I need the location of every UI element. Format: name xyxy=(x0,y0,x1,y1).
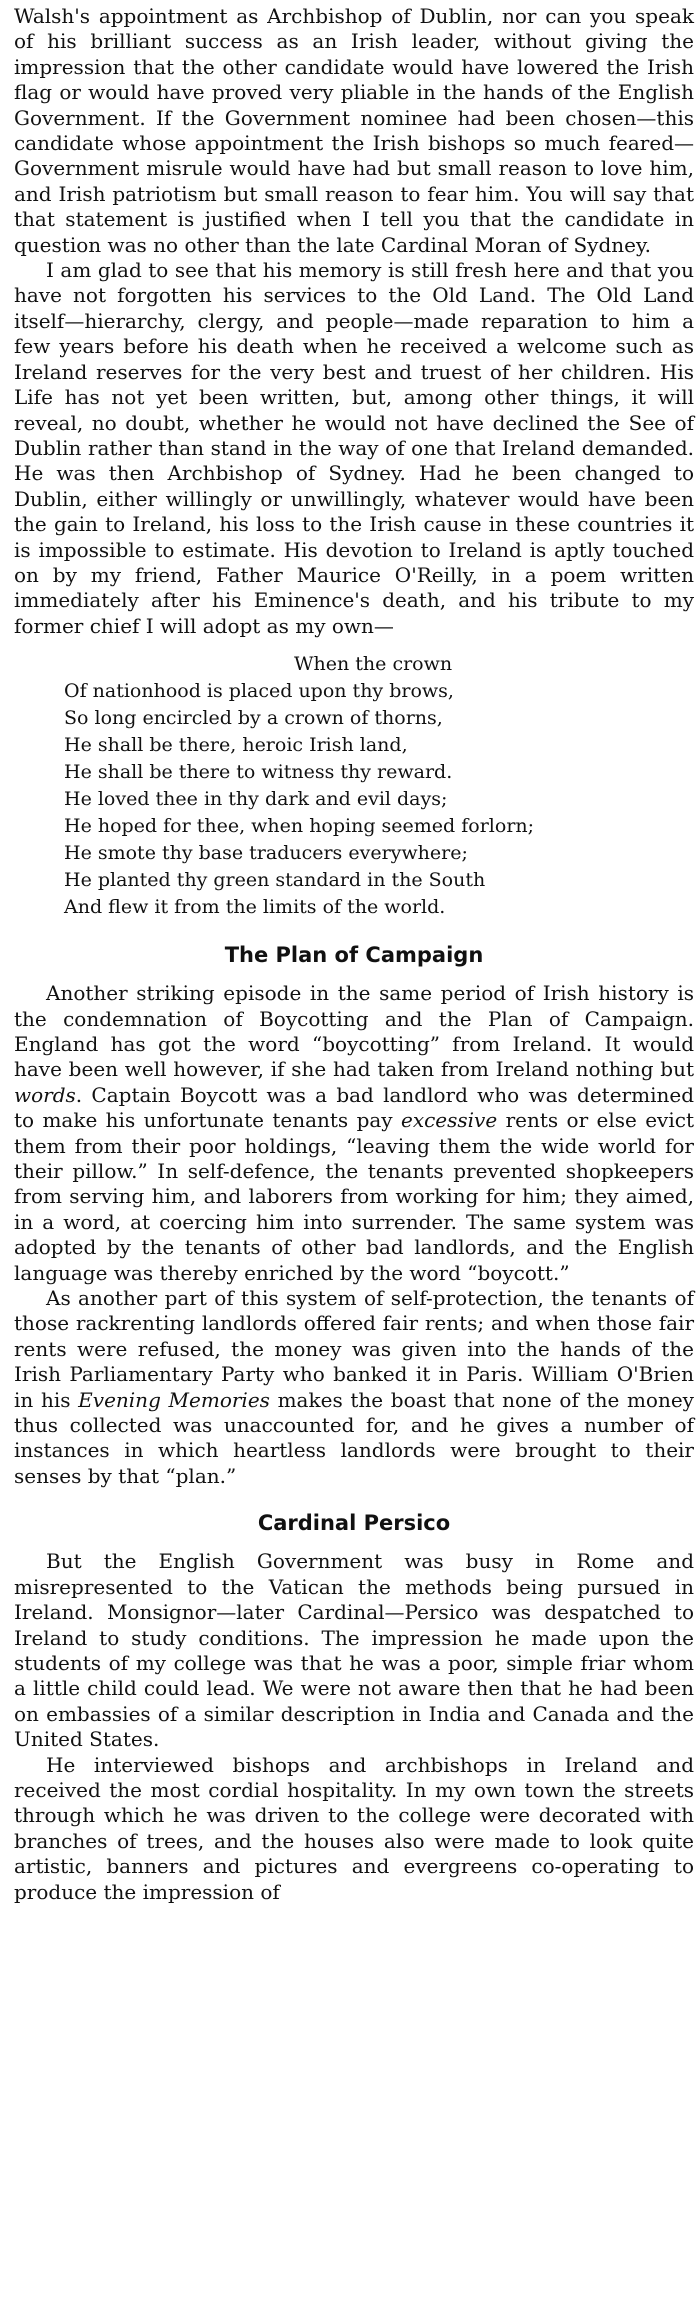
text-run: . Captain Boycott was a bad landlord who was determined to make his unfortunate tenants pay xyxy=(14,1082,694,1133)
poem-line: Of nationhood is placed upon thy brows, xyxy=(64,680,454,703)
text-run: Another striking episode in the same period of Irish history is the condemnation of Boycotting and the Plan of Campaign. England has got the word “boycotting” from Ireland. It would have been well however, if she had taken from Ireland nothing but xyxy=(14,981,694,1082)
campaign-paragraph-2 xyxy=(14,1286,694,1489)
poem-block xyxy=(64,651,694,921)
text-run: rents or else evict them from their poor holdings, “leaving them the wide world for their pillow.” In self-defence, the tenants prevented shopkeepers from serving him, and laborers from working for him; they aimed, in a word, at coercing him into surrender. The same system was adopted by the tenants of other bad landlords, and the English language was thereby enriched by the word “boycott.” xyxy=(14,1108,694,1285)
section-heading-plan-of-campaign: The Plan of Campaign xyxy=(224,943,484,968)
persico-paragraph-1: But the English Government was busy in Rome and misrepresented to the Vatican the methods being pursued in Ireland. Monsignor—later Cardinal—Persico was despatched to Ireland to study conditions. The impression he made upon the students of my college was that he was a poor, simple friar whom a little child could lead. We were not aware then that he had been on embassies of a similar description in India and Canada and the United States. xyxy=(14,1549,694,1752)
section-heading-cardinal-persico: Cardinal Persico xyxy=(257,1511,451,1536)
intro-paragraph-2: I am glad to see that his memory is still fresh here and that you have not forgotten his services to the Old Land. The Old Land itself—hierarchy, clergy, and people—made reparation to him a few years before his death when he received a welcome such as Ireland reserves for the very best and truest of her children. His Life has not yet been written, but, among other things, it will reveal, no doubt, whether he would not have declined the See of Dublin rather than stand in the way of one that Ireland demanded. He was then Archbishop of Sydney. Had he been changed to Dublin, either willingly or unwillingly, whatever would have been the gain to Ireland, his loss to the Irish cause in these countries it is impossible to estimate. His devotion to Ireland is aptly touched on by my friend, Father Maurice O'Reilly, in a poem written immediately after his Eminence's death, and his tribute to my former chief I will adopt as my own— xyxy=(14,258,694,638)
poem-line: And flew it from the limits of the world. xyxy=(64,896,446,919)
intro-paragraph-1: Walsh's appointment as Archbishop of Dublin, nor can you speak of his brilliant success as an Irish leader, without giving the impression that the other candidate would have lowered the Irish flag or would have proved very pliable in the hands of the English Government. If the Government nominee had been chosen—this candidate whose appointment the Irish bishops so much feared—Government misrule would have had but small reason to love him, and Irish patriotism but small reason to fear him. You will say that that statement is justified when I tell you that the candidate in question was no other than the late Cardinal Moran of Sydney. xyxy=(14,4,694,257)
italic-text-run: words xyxy=(14,1082,76,1107)
poem-line: So long encircled by a crown of thorns, xyxy=(64,707,443,730)
poem-line: He smote thy base traducers everywhere; xyxy=(64,842,468,865)
persico-paragraph-2: He interviewed bishops and archbishops in Ireland and received the most cordial hospitality. In my own town the streets through which he was driven to the college were decorated with branches of trees, and the houses also were made to look quite artistic, banners and pictures and evergreens co-operating to produce the impression of xyxy=(14,1752,694,1904)
poem-line: When the crown xyxy=(294,653,453,676)
text-run: As another part of this system of self-protection, the tenants of those rackrenting landlords offered fair rents; and when those fair rents were refused, the money was given into the hands of the Irish Parliamentary Party who banked it in Paris. William O'Brien in his xyxy=(14,1286,694,1412)
poem-line: He planted thy green standard in the South xyxy=(64,869,486,892)
poem-line: He loved thee in thy dark and evil days; xyxy=(64,788,448,811)
text-run: makes the boast that none of the money thus collected was unaccounted for, and he gives a number of instances in which heartless landlords were brought to their senses by that “plan.” xyxy=(14,1387,694,1488)
campaign-paragraph-1 xyxy=(14,981,694,1286)
italic-text-run: Evening Memories xyxy=(78,1387,270,1412)
poem-line: He hoped for thee, when hoping seemed forlorn; xyxy=(64,815,535,838)
poem-line: He shall be there to witness thy reward. xyxy=(64,761,453,784)
italic-text-run: excessive xyxy=(400,1108,498,1133)
poem-line: He shall be there, heroic Irish land, xyxy=(64,734,408,757)
